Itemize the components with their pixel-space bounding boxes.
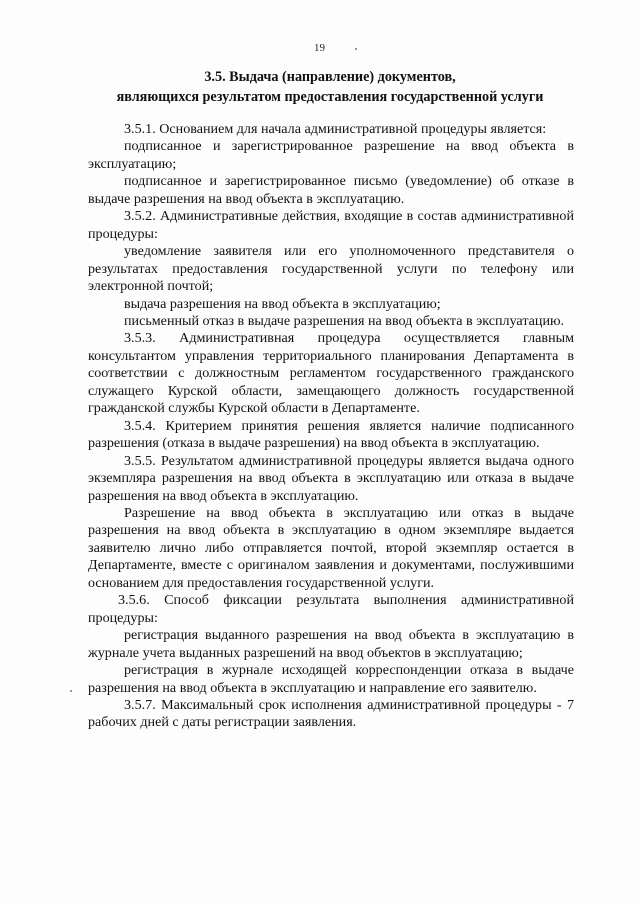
page-number: 19 [314,42,325,54]
paragraph-3-5-6: 3.5.6. Способ фиксации результата выполнения административной процедуры: [88,592,574,626]
paragraph-item: Разрешение на ввод объекта в эксплуатацию или отказ в выдаче разрешения на ввод объекта в эксплуатацию в одном экземпляре выдается заявителю лично либо отправляется почтой, второй экземпляр остается в Департаменте, вместе с оригиналом заявления и документами, послужившими основанием для предоставления государственной услуги. [88,504,574,591]
paragraph-3-5-3: 3.5.3. Административная процедура осуществляется главным консультантом управления территориального планирования Департамента в соответствии с должностным регламентом государственного гражданского служащего Курской области, замещающего должность государственной гражданской службы Курской области в Департаменте. [88,330,574,417]
section-title-line-2: являющихся результатом предоставления государственной услуги [116,89,544,105]
paragraph-item: подписанное и зарегистрированное письмо (уведомление) об отказе в выдаче разрешения на ввод объекта в эксплуатацию. [88,173,574,207]
paragraph-item: регистрация в журнале исходящей корреспонденции отказа в выдаче разрешения на ввод объекта в эксплуатацию и направление его заявителю. [88,662,574,696]
section-title-line-1: 3.5. Выдача (направление) документов, [204,69,456,85]
section-title [80,67,580,107]
paragraph-item: выдача разрешения на ввод объекта в эксплуатацию; [124,295,441,312]
paragraph-item: регистрация выданного разрешения на ввод объекта в эксплуатацию в журнале учета выданных разрешений на ввод объектов в эксплуатацию; [88,627,574,661]
scan-speck [70,690,72,692]
paragraph-item: подписанное и зарегистрированное разрешение на ввод объекта в эксплуатацию; [88,138,574,172]
paragraph-3-5-4: 3.5.4. Критерием принятия решения является наличие подписанного разрешения (отказа в выдаче разрешения) на ввод объекта в эксплуатацию. [88,417,574,452]
scan-speck [355,48,357,50]
paragraph-3-5-2: 3.5.2. Административные действия, входящие в состав административной процедуры: [88,208,574,242]
paragraph-3-5-7: 3.5.7. Максимальный срок исполнения административной процедуры - 7 рабочих дней с даты регистрации заявления. [88,696,574,731]
paragraph-3-5-5: 3.5.5. Результатом административной процедуры является выдача одного экземпляра разрешения на ввод объекта в эксплуатацию или отказа в выдаче разрешения на ввод объекта в эксплуатацию. [88,452,574,504]
paragraph-item: уведомление заявителя или его уполномоченного представителя о результатах предоставления государственной услуги по телефону или электронной почтой; [88,243,574,295]
paragraph-item: письменный отказ в выдаче разрешения на ввод объекта в эксплуатацию. [124,312,565,329]
section-body [88,121,574,732]
paragraph-3-5-1: 3.5.1. Основанием для начала административной процедуры является: [124,121,547,137]
